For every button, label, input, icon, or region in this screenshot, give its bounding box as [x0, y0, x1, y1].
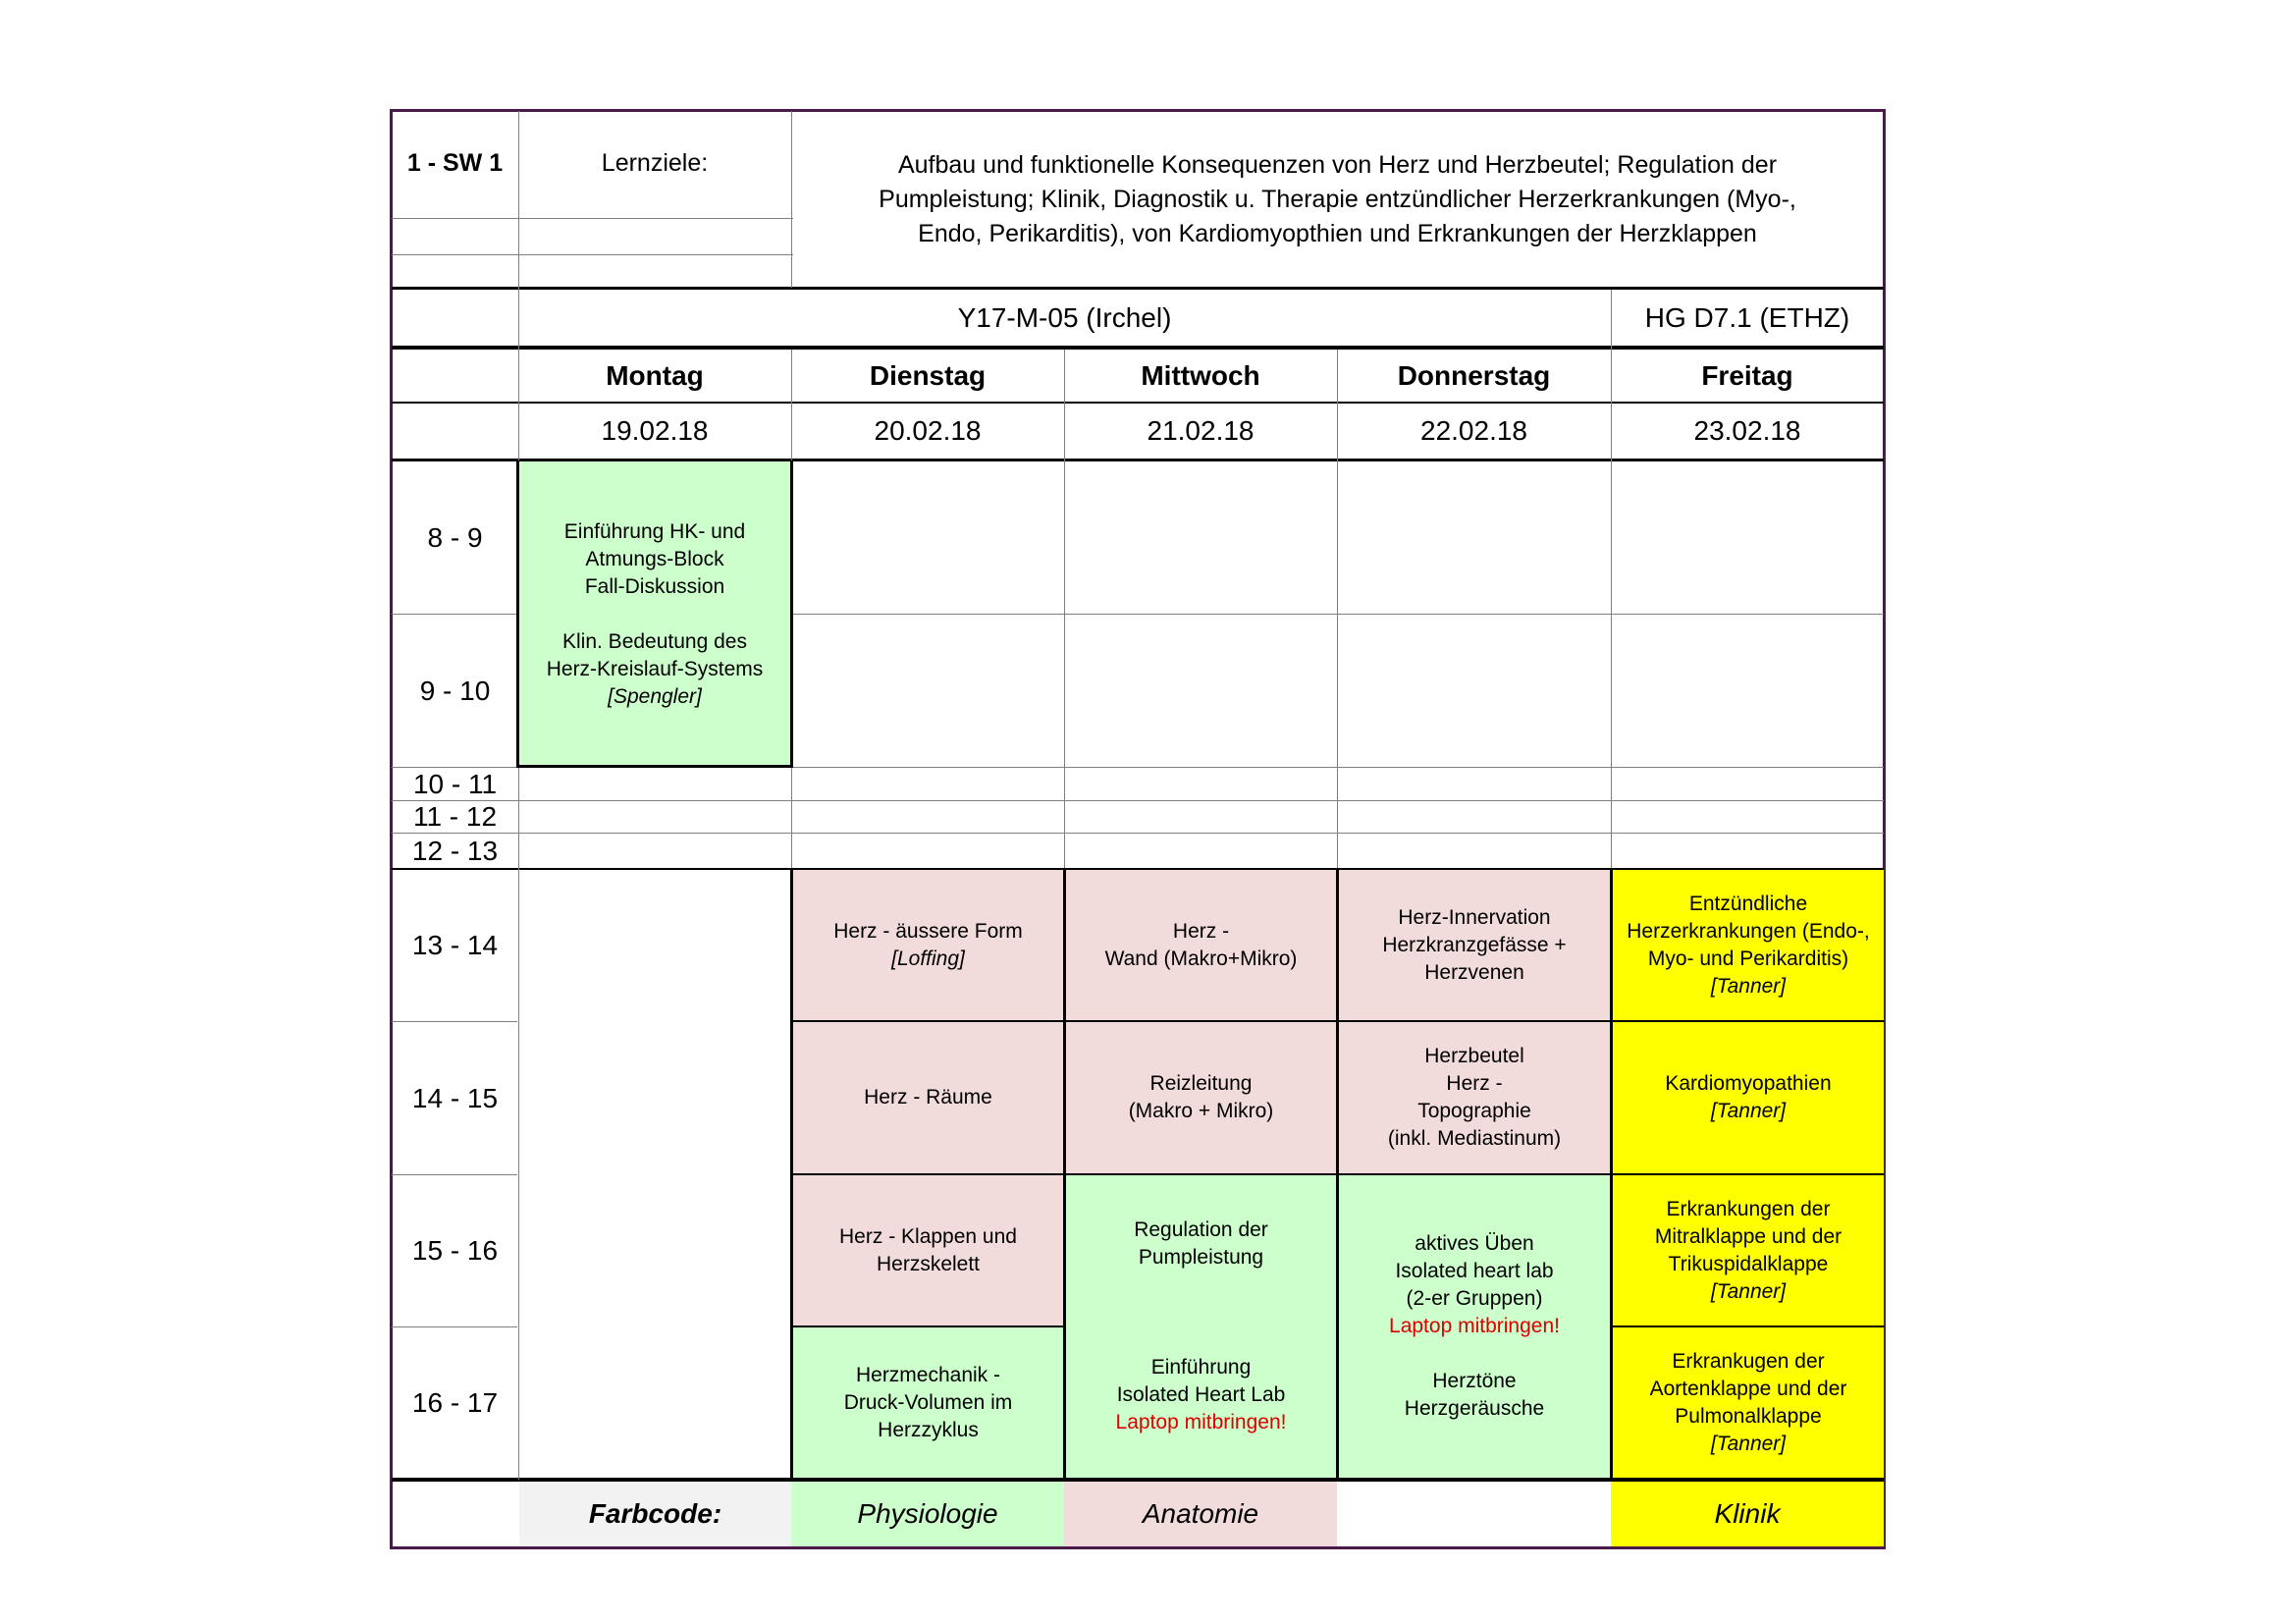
time-slot: 13 - 14 — [411, 930, 499, 960]
event-line: Herzerkrankungen (Endo-, — [1627, 919, 1870, 943]
event-lecturer: [Tanner] — [1710, 1432, 1787, 1455]
event-fri-mitralklappe — [1613, 1175, 1884, 1325]
grid-line — [392, 459, 1884, 461]
event-thu-herzbeutel — [1339, 1022, 1610, 1173]
event-line: (2-er Gruppen) — [1406, 1287, 1543, 1310]
event-tue-aeussere-form — [793, 870, 1063, 1020]
lernziele-line: Pumpleistung; Klinik, Diagnostik u. Therapie entzündlicher Herzerkrankungen (Myo-, — [879, 185, 1796, 213]
date-friday: 23.02.18 — [1693, 415, 1801, 446]
date-monday: 19.02.18 — [601, 415, 709, 446]
event-tue-klappen — [793, 1175, 1063, 1325]
event-line: aktives Üben — [1415, 1232, 1534, 1255]
event-lecturer: [Tanner] — [1710, 1279, 1787, 1303]
grid-line — [790, 460, 793, 768]
week-label: 1 - SW 1 — [406, 149, 504, 177]
event-line: Pulmonalklappe — [1675, 1404, 1822, 1428]
event-line: Herz - Räume — [864, 1086, 992, 1109]
event-line: Herzbeutel — [1424, 1045, 1524, 1067]
event-line: Reizleitung — [1149, 1072, 1253, 1095]
lernziele-text — [791, 111, 1884, 288]
lernziele-line: Aufbau und funktionelle Konsequenzen von Herz und Herzbeutel; Regulation der — [897, 150, 1778, 179]
event-fri-kardiomyopathien — [1613, 1022, 1884, 1173]
event-fri-aortenklappe — [1613, 1327, 1884, 1478]
time-slot: 9 - 10 — [419, 675, 491, 706]
event-line: Herz - — [1446, 1072, 1503, 1095]
event-line: Herz - äussere Form — [833, 919, 1023, 943]
time-slot: 14 - 15 — [411, 1082, 499, 1113]
event-line: (Makro + Mikro) — [1128, 1100, 1274, 1122]
legend-farbcode: Farbcode: — [588, 1498, 722, 1529]
event-line: Herzkranzgefässe + — [1382, 933, 1567, 956]
date-wednesday: 21.02.18 — [1147, 415, 1255, 446]
time-slot: 15 - 16 — [411, 1235, 499, 1266]
event-line: Mitralklappe und der — [1654, 1224, 1842, 1248]
event-note: Laptop mitbringen! — [1115, 1411, 1287, 1434]
event-wed-wand — [1066, 870, 1336, 1020]
event-note: Laptop mitbringen! — [1389, 1315, 1560, 1337]
event-lecturer: [Tanner] — [1710, 1100, 1787, 1122]
event-line: Herzgeräusche — [1404, 1397, 1545, 1420]
event-line: Aortenklappe und der — [1649, 1377, 1847, 1400]
event-line: Topographie — [1417, 1100, 1531, 1122]
event-line: Isolated heart lab — [1395, 1260, 1554, 1282]
day-monday: Montag — [606, 359, 704, 391]
event-line: Herzmechanik - — [855, 1363, 1001, 1386]
time-slot: 12 - 13 — [411, 835, 499, 866]
event-mon-einfuehrung — [519, 463, 790, 765]
event-line: Regulation der — [1134, 1218, 1268, 1241]
event-line: Trikuspidalklappe — [1668, 1252, 1829, 1275]
lernziele-label: Lernziele: — [601, 149, 709, 177]
event-line: Herz-Innervation — [1398, 905, 1551, 929]
event-line: Fall-Diskussion — [584, 574, 725, 598]
event-line: Einführung HK- und — [563, 519, 746, 543]
event-thu-innervation — [1339, 870, 1610, 1020]
event-line: Herz-Kreislauf-Systems — [546, 657, 764, 680]
event-line: Kardiomyopathien — [1665, 1072, 1832, 1095]
day-thursday: Donnerstag — [1397, 359, 1551, 391]
event-line: (inkl. Mediastinum) — [1387, 1127, 1562, 1150]
event-line: Herzzyklus — [878, 1418, 979, 1441]
legend-physiologie: Physiologie — [857, 1498, 998, 1529]
event-line: Isolated Heart Lab — [1116, 1383, 1286, 1406]
legend-klinik: Klinik — [1714, 1498, 1781, 1529]
event-tue-raeume — [793, 1022, 1063, 1173]
event-line: Myo- und Perikarditis) — [1647, 947, 1849, 970]
event-line: Herzvenen — [1424, 960, 1524, 984]
event-line: Pumpleistung — [1138, 1246, 1264, 1269]
event-line: Einführung — [1150, 1356, 1252, 1379]
legend-anatomie: Anatomie — [1142, 1498, 1259, 1529]
event-line: Erkrankungen der — [1666, 1197, 1831, 1220]
room-main: Y17-M-05 (Irchel) — [957, 301, 1172, 333]
date-thursday: 22.02.18 — [1420, 415, 1527, 446]
event-line: Erkrankugen der — [1672, 1349, 1825, 1373]
grid-line — [392, 218, 793, 219]
date-tuesday: 20.02.18 — [874, 415, 982, 446]
event-lecturer: [Tanner] — [1710, 974, 1787, 998]
event-lecturer: [Spengler] — [608, 684, 702, 708]
time-slot: 11 - 12 — [412, 801, 498, 832]
event-line: Atmungs-Block — [585, 547, 724, 570]
grid-line — [517, 765, 792, 768]
time-slot: 10 - 11 — [412, 768, 498, 799]
grid-line — [392, 254, 793, 255]
event-thu-isolated-heart-lab — [1339, 1175, 1610, 1478]
event-tue-herzmechanik — [793, 1327, 1063, 1478]
event-line: Druck-Volumen im — [843, 1390, 1013, 1414]
event-fri-entzuendliche — [1613, 870, 1884, 1020]
time-slot: 8 - 9 — [427, 521, 483, 553]
event-wed-reizleitung — [1066, 1022, 1336, 1173]
event-line: Herztöne — [1432, 1370, 1517, 1392]
grid-line — [392, 833, 1884, 834]
day-tuesday: Dienstag — [869, 359, 987, 391]
event-wed-pumpleistung — [1066, 1175, 1336, 1478]
day-friday: Freitag — [1701, 359, 1793, 391]
event-line: Herz - — [1172, 919, 1230, 943]
event-line: Herzskelett — [876, 1252, 981, 1275]
grid-line — [392, 800, 1884, 801]
event-lecturer: [Loffing] — [891, 947, 965, 970]
event-line: Wand (Makro+Mikro) — [1104, 947, 1298, 970]
time-slot: 16 - 17 — [411, 1386, 499, 1418]
event-line: Herz - Klappen und — [839, 1224, 1017, 1248]
room-friday: HG D7.1 (ETHZ) — [1644, 301, 1850, 333]
event-line: Entzündliche — [1688, 892, 1808, 915]
lernziele-line: Endo, Perikarditis), von Kardiomyopthien und Erkrankungen der Herzklappen — [918, 219, 1757, 247]
event-line: Klin. Bedeutung des — [562, 629, 747, 653]
day-wednesday: Mittwoch — [1141, 359, 1260, 391]
